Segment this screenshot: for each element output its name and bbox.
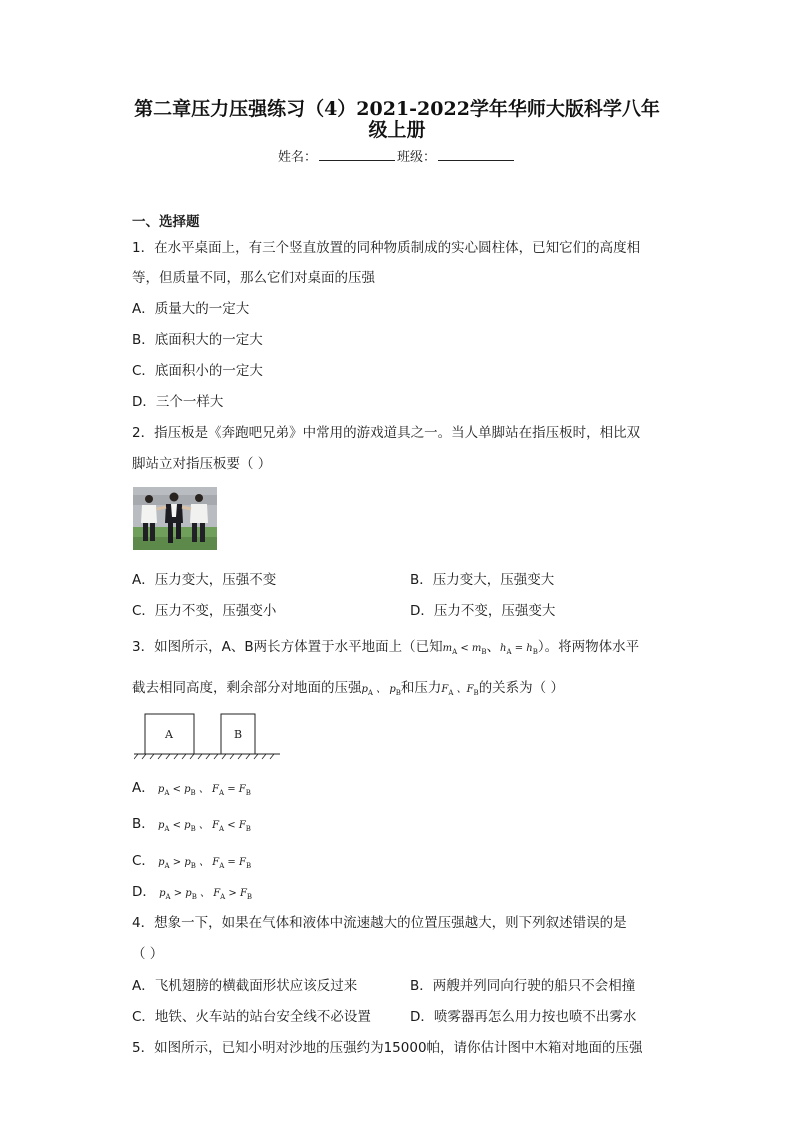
q2-option-b: B．压力变大，压强变大 <box>410 572 555 588</box>
q3-option-b <box>132 812 251 833</box>
q3-height-condition: $h_A = h_B$ <box>500 643 538 656</box>
q3-option-b-expr: $p_A < p_B$ 、 $F_A < F_B$ <box>154 820 251 833</box>
q2-photo <box>133 487 217 550</box>
q3-option-a <box>132 776 251 797</box>
q3-stem-line2-mid: 和压力 <box>400 680 442 696</box>
q1-stem-line2: 等，但质量不同，那么它们对桌面的压强 <box>132 270 375 286</box>
student-info-line <box>0 146 794 165</box>
q3-option-b-letter: B． <box>132 816 155 832</box>
q3-option-c <box>132 849 251 870</box>
q3-diagram <box>134 713 280 761</box>
q1-stem-line1: 1．在水平桌面上，有三个竖直放置的同种物质制成的实心圆柱体，已知它们的高度相 <box>132 240 641 256</box>
q4-option-d: D．喷雾器再怎么用力按也喷不出雾水 <box>410 1009 637 1025</box>
q3-stem-line1-end: ）。将两物体水平 <box>537 639 640 655</box>
class-blank[interactable] <box>438 148 514 161</box>
box-a-label: A <box>165 728 173 741</box>
q3-mass-height-condition: $m_A < m_B$ <box>442 643 487 656</box>
q3-stem-line1-text: 3．如图所示，A、B两长方体置于水平地面上（已知 <box>132 639 443 655</box>
q4-option-a: A．飞机翅膀的横截面形状应该反过来 <box>132 978 358 994</box>
q2-option-a: A．压力变大，压强不变 <box>132 572 277 588</box>
q5-stem-line1: 5．如图所示，已知小明对沙地的压强约为15000帕，请你估计图中木箱对地面的压强 <box>132 1040 643 1056</box>
q3-pressure-symbols: $p_A$ 、 $p_B$ <box>361 684 401 697</box>
q3-option-d <box>132 880 252 901</box>
q2-option-d: D．压力不变，压强变大 <box>410 603 556 619</box>
section-heading: 一、选择题 <box>132 214 200 230</box>
worksheet-title: 第二章压力压强练习（4）2021-2022学年华师大版科学八年 <box>134 98 660 120</box>
q3-option-d-expr: $p_A > p_B$ 、 $F_A > F_B$ <box>155 888 253 901</box>
q3-option-c-letter: C． <box>132 853 155 869</box>
q3-stem-line1: 3．如图所示，A、B两长方体置于水平地面上（已知$m_A < m_B$、$h_A = h_B$）。将两物体水平 <box>132 639 640 656</box>
box-b-label: B <box>233 728 243 741</box>
worksheet-title-continued: 级上册 <box>368 119 426 141</box>
q3-option-d-letter: D． <box>132 884 156 900</box>
q1-option-a: A．质量大的一定大 <box>132 301 250 317</box>
q3-force-symbols: $F_A$ 、$F_B$ <box>441 684 479 697</box>
q3-option-a-expr: $p_A < p_B$ 、 $F_A = F_B$ <box>154 784 251 797</box>
q4-stem-line1: 4．想象一下，如果在气体和液体中流速越大的位置压强越大，则下列叙述错误的是 <box>132 915 627 931</box>
q3-stem-line2-end: 的关系为（ ） <box>478 680 564 696</box>
q1-option-b: B．底面积大的一定大 <box>132 332 263 348</box>
q3-stem-line2 <box>132 676 564 697</box>
q2-stem-line1: 2．指压板是《奔跑吧兄弟》中常用的游戏道具之一。当人单脚站在指压板时，相比双 <box>132 425 641 441</box>
class-label: 班级： <box>397 150 437 165</box>
name-label: 姓名： <box>277 150 317 165</box>
q2-stem-line2: 脚站立对指压板要（ ） <box>132 456 272 472</box>
q3-option-c-expr: $p_A > p_B$ 、 $F_A = F_B$ <box>154 857 252 870</box>
q4-stem-line2: （ ） <box>132 946 164 962</box>
q1-option-d: D．三个一样大 <box>132 394 224 410</box>
q3-option-a-letter: A． <box>132 780 155 796</box>
q2-option-c: C．压力不变，压强变小 <box>132 603 277 619</box>
q4-option-b: B．两艘并列同向行驶的船只不会相撞 <box>410 978 636 994</box>
q3-stem-line2-text: 截去相同高度，剩余部分对地面的压强 <box>132 680 362 696</box>
name-blank[interactable] <box>319 148 395 161</box>
q4-option-c: C．地铁、火车站的站台安全线不必设置 <box>132 1009 371 1025</box>
q1-option-c: C．底面积小的一定大 <box>132 363 263 379</box>
